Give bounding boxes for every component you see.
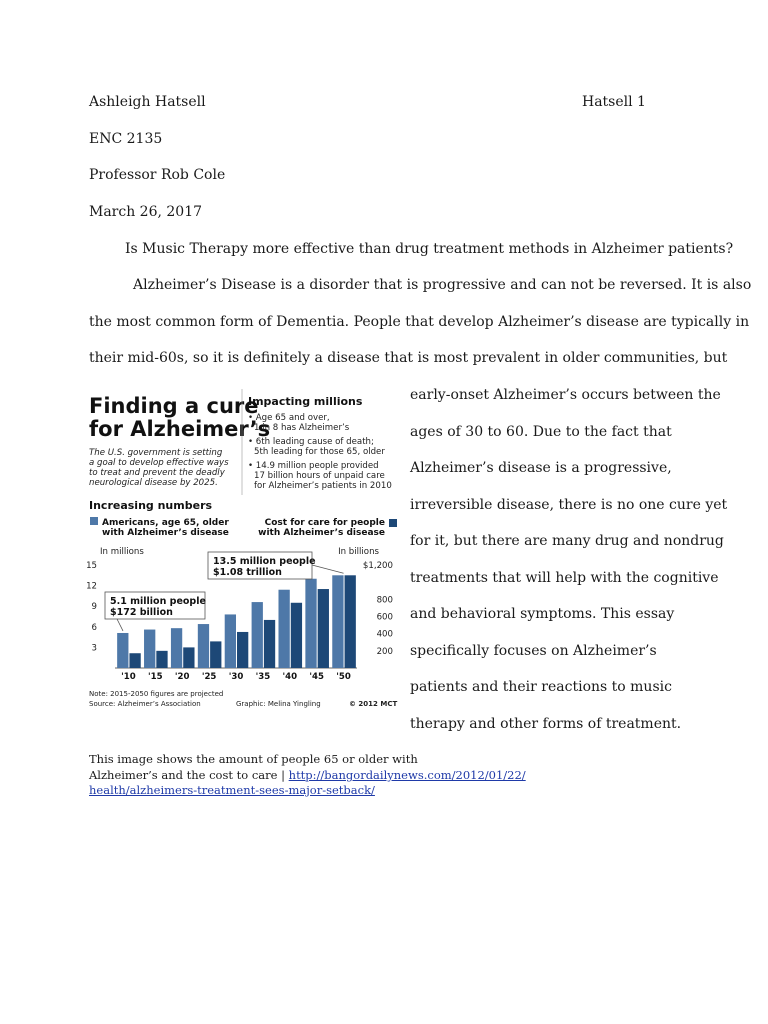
- figure-intro-line: to treat and prevent the deadly: [89, 468, 225, 478]
- cost-bar: [345, 575, 356, 668]
- paragraph-line: the most common form of Dementia. People that develop Alzheimer’s disease are typically in: [89, 314, 750, 330]
- x-tick-label: '40: [282, 672, 298, 682]
- x-tick-label: '15: [148, 672, 163, 682]
- date: March 26, 2017: [89, 204, 203, 220]
- x-tick-label: '45: [309, 672, 324, 682]
- impact-line: • 6th leading cause of death;: [248, 437, 374, 447]
- x-tick-label: '20: [174, 672, 190, 682]
- paragraph-line: early-onset Alzheimer’s occurs between the: [410, 387, 721, 403]
- source-link[interactable]: http://bangordailynews.com/2012/01/22/: [288, 768, 526, 782]
- professor-name: Professor Rob Cole: [89, 167, 226, 183]
- course-code: ENC 2135: [89, 131, 163, 147]
- left-tick-label: 9: [91, 602, 97, 613]
- paragraph-line: treatments that will help with the cognitive: [410, 570, 719, 586]
- unit-right: In billions: [338, 547, 379, 557]
- callout-2050-line1: 13.5 million people: [213, 556, 316, 567]
- people-bar: [305, 579, 316, 668]
- figure-note: Note: 2015-2050 figures are projected: [89, 690, 224, 698]
- paragraph-line: specifically focuses on Alzheimer’s: [410, 643, 657, 659]
- figure-intro-line: neurological disease by 2025.: [89, 478, 218, 488]
- figure-title-line1: Finding a cure: [89, 394, 259, 418]
- increasing-heading: Increasing numbers: [89, 499, 213, 512]
- callout-2010-line1: 5.1 million people: [110, 596, 206, 607]
- right-tick-label: 800: [376, 595, 393, 606]
- caption-prefix: Alzheimer’s and the cost to care |: [89, 768, 289, 782]
- caption-line3: [89, 785, 375, 797]
- people-bar: [225, 614, 236, 668]
- essay-title: Is Music Therapy more effective than drug treatment methods in Alzheimer patients?: [125, 241, 734, 257]
- legend-people-label-2: with Alzheimer’s disease: [102, 528, 229, 538]
- impact-line: for Alzheimer’s patients in 2010: [254, 481, 392, 491]
- figure-credit: Graphic: Melina Yingling: [236, 700, 321, 708]
- figure-title-line2: for Alzheimer’s: [89, 417, 271, 441]
- unit-left: In millions: [100, 547, 144, 557]
- legend-cost-label-2: with Alzheimer’s disease: [258, 528, 385, 538]
- people-bar: [278, 590, 289, 668]
- right-tick-label: 200: [376, 646, 393, 657]
- right-tick-label: 600: [376, 612, 393, 623]
- people-bar: [117, 633, 128, 668]
- legend-cost-label: Cost for care for people: [264, 518, 385, 528]
- cost-bar: [183, 647, 194, 668]
- x-tick-label: '50: [336, 672, 351, 682]
- people-bar: [171, 628, 182, 668]
- impact-line: 1 in 8 has Alzheimer’s: [254, 423, 350, 433]
- left-tick-label: 15: [86, 561, 97, 571]
- people-bar: [252, 602, 263, 668]
- people-bar: [332, 575, 343, 668]
- impact-line: • Age 65 and over,: [248, 413, 330, 423]
- cost-bar: [318, 589, 329, 668]
- paragraph-line: their mid-60s, so it is definitely a disease that is most prevalent in older communities, but: [89, 350, 728, 366]
- source-link-continued[interactable]: health/alzheimers-treatment-sees-major-setback/: [89, 783, 375, 797]
- callout-2050-pointer: [312, 565, 344, 573]
- callout-2010-pointer: [117, 619, 123, 631]
- x-tick-label: '10: [121, 672, 136, 682]
- cost-bar: [264, 620, 275, 668]
- paragraph-line: patients and their reactions to music: [410, 679, 672, 695]
- figure-copyright: © 2012 MCT: [349, 700, 398, 708]
- x-tick-label: '35: [255, 672, 271, 682]
- legend-people-label: Americans, age 65, older: [102, 518, 229, 528]
- caption-line2: [89, 770, 526, 782]
- page-header: Hatsell 1: [582, 94, 646, 110]
- paragraph-line: irreversible disease, there is no one cure yet: [410, 497, 728, 513]
- legend-people-swatch: [90, 517, 98, 525]
- paragraph-line: Alzheimer’s disease is a progressive,: [410, 460, 672, 476]
- left-tick-label: 3: [91, 643, 97, 654]
- paragraph-line: ages of 30 to 60. Due to the fact that: [410, 424, 672, 440]
- figure-intro-line: a goal to develop effective ways: [89, 458, 229, 468]
- paragraph-line: for it, but there are many drug and nondrug: [410, 533, 724, 549]
- callout-2010-line2: $172 billion: [110, 607, 173, 618]
- paragraph-line: therapy and other forms of treatment.: [410, 716, 682, 732]
- callout-2050-line2: $1.08 trillion: [213, 567, 282, 578]
- x-tick-label: '30: [228, 672, 244, 682]
- impact-line: 17 billion hours of unpaid care: [254, 471, 385, 481]
- cost-bar: [291, 603, 302, 668]
- caption-line1: This image shows the amount of people 65 or older with: [89, 752, 418, 766]
- x-tick-label: '25: [201, 672, 217, 682]
- paragraph-line: and behavioral symptoms. This essay: [410, 606, 675, 622]
- cost-bar: [156, 651, 167, 668]
- left-tick-label: 12: [86, 581, 97, 592]
- people-bar: [144, 630, 155, 668]
- legend-cost-swatch: [389, 519, 397, 527]
- cost-bar: [210, 641, 221, 668]
- cost-bar: [237, 632, 248, 668]
- author-name: Ashleigh Hatsell: [89, 94, 206, 110]
- right-tick-label: 400: [376, 629, 393, 640]
- paragraph-line: Alzheimer’s Disease is a disorder that is progressive and can not be reversed. It is also: [133, 277, 752, 293]
- left-tick-label: 6: [91, 622, 97, 633]
- figure-source: Source: Alzheimer’s Association: [89, 700, 201, 708]
- impact-line: 5th leading for those 65, older: [254, 447, 385, 457]
- cost-bar: [129, 653, 140, 668]
- figure-intro-line: The U.S. government is setting: [89, 448, 223, 458]
- right-tick-label: $1,200: [362, 561, 393, 571]
- impact-heading: Impacting millions: [248, 395, 363, 408]
- alzheimers-infographic: [85, 383, 403, 713]
- people-bar: [198, 624, 209, 668]
- impact-line: • 14.9 million people provided: [248, 461, 379, 471]
